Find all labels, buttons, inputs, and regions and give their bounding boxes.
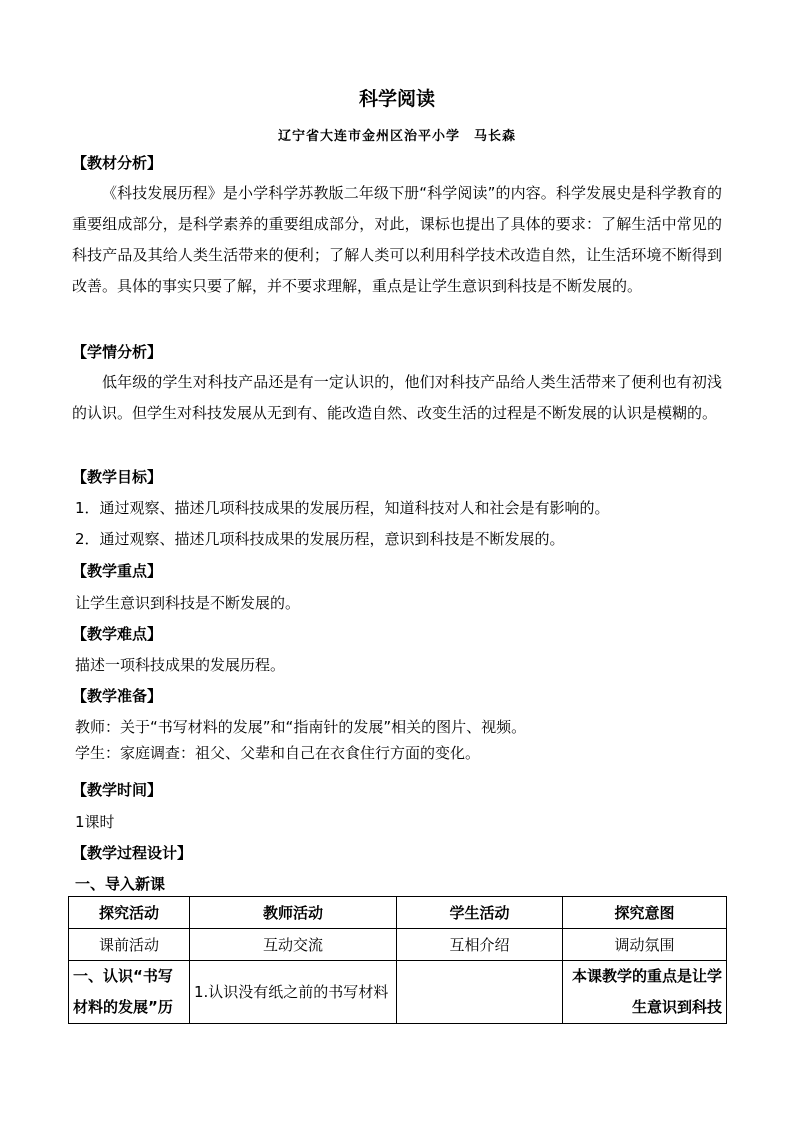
- table-header-cell: 学生活动: [397, 897, 563, 929]
- table-header-cell: 探究活动: [69, 897, 190, 929]
- table-row: [69, 929, 727, 961]
- difficult-heading: 【教学难点】: [72, 625, 163, 643]
- table-row: [69, 961, 727, 1024]
- table-header-cell: 教师活动: [190, 897, 397, 929]
- document-title: 科学阅读: [358, 88, 435, 110]
- analysis-paragraph: 《科技发展历程》是小学科学苏教版二年级下册“科学阅读”的内容。科学发展史是科学教育的重要组成部分，是科学素养的重要组成部分，对此，课标也提出了具体的要求：了解生活中常见的科技产品及其给人类生活带来的便利；了解人类可以利用科学技术改造自然，让生活环境不断得到改善。具体的事实只要了解，并不要求理解，重点是让学生意识到科技是不断发展的。: [72, 184, 722, 295]
- goals-heading: 【教学目标】: [72, 468, 163, 486]
- table-cell: 本课教学的重点是让学生意识到科技: [563, 961, 727, 1024]
- table-header-row: [69, 897, 727, 929]
- difficult-text: 描述一项科技成果的发展历程。: [75, 656, 286, 674]
- table-cell: 互相介绍: [397, 929, 563, 961]
- goal-1: 1．通过观察、描述几项科技成果的发展历程，知道科技对人和社会是有影响的。: [75, 499, 610, 517]
- table-cell: [397, 961, 563, 1024]
- time-heading: 【教学时间】: [72, 781, 163, 799]
- prep-heading: 【教学准备】: [72, 687, 163, 705]
- table-cell: 调动氛围: [563, 929, 727, 961]
- key-heading: 【教学重点】: [72, 562, 163, 580]
- table-cell: 课前活动: [69, 929, 190, 961]
- student-heading: 【学情分析】: [72, 343, 163, 361]
- table-cell: 1.认识没有纸之前的书写材料: [190, 961, 397, 1024]
- analysis-heading: 【教材分析】: [72, 154, 163, 172]
- prep-student: 学生：家庭调查：祖父、父辈和自己在衣食住行方面的变化。: [75, 744, 481, 762]
- student-paragraph: 低年级的学生对科技产品还是有一定认识的，他们对科技产品给人类生活带来了便利也有初浅的认识。但学生对科技发展从无到有、能改造自然、改变生活的过程是不断发展的认识是模糊的。: [72, 373, 722, 422]
- key-text: 让学生意识到科技是不断发展的。: [75, 594, 301, 612]
- process-heading: 【教学过程设计】: [72, 844, 193, 862]
- part-one-heading: 一、导入新课: [75, 875, 166, 893]
- table-cell: 一、认识“书写材料的发展”历: [69, 961, 190, 1024]
- goal-2: 2．通过观察、描述几项科技成果的发展历程，意识到科技是不断发展的。: [75, 530, 565, 548]
- table-header-cell: 探究意图: [563, 897, 727, 929]
- prep-teacher: 教师：关于“书写材料的发展”和“指南针的发展”相关的图片、视频。: [75, 718, 527, 736]
- author-line: 辽宁省大连市金州区治平小学 马长森: [277, 129, 516, 144]
- time-text: 1课时: [75, 813, 115, 831]
- table-cell: 互动交流: [190, 929, 397, 961]
- lesson-table: [68, 896, 727, 1024]
